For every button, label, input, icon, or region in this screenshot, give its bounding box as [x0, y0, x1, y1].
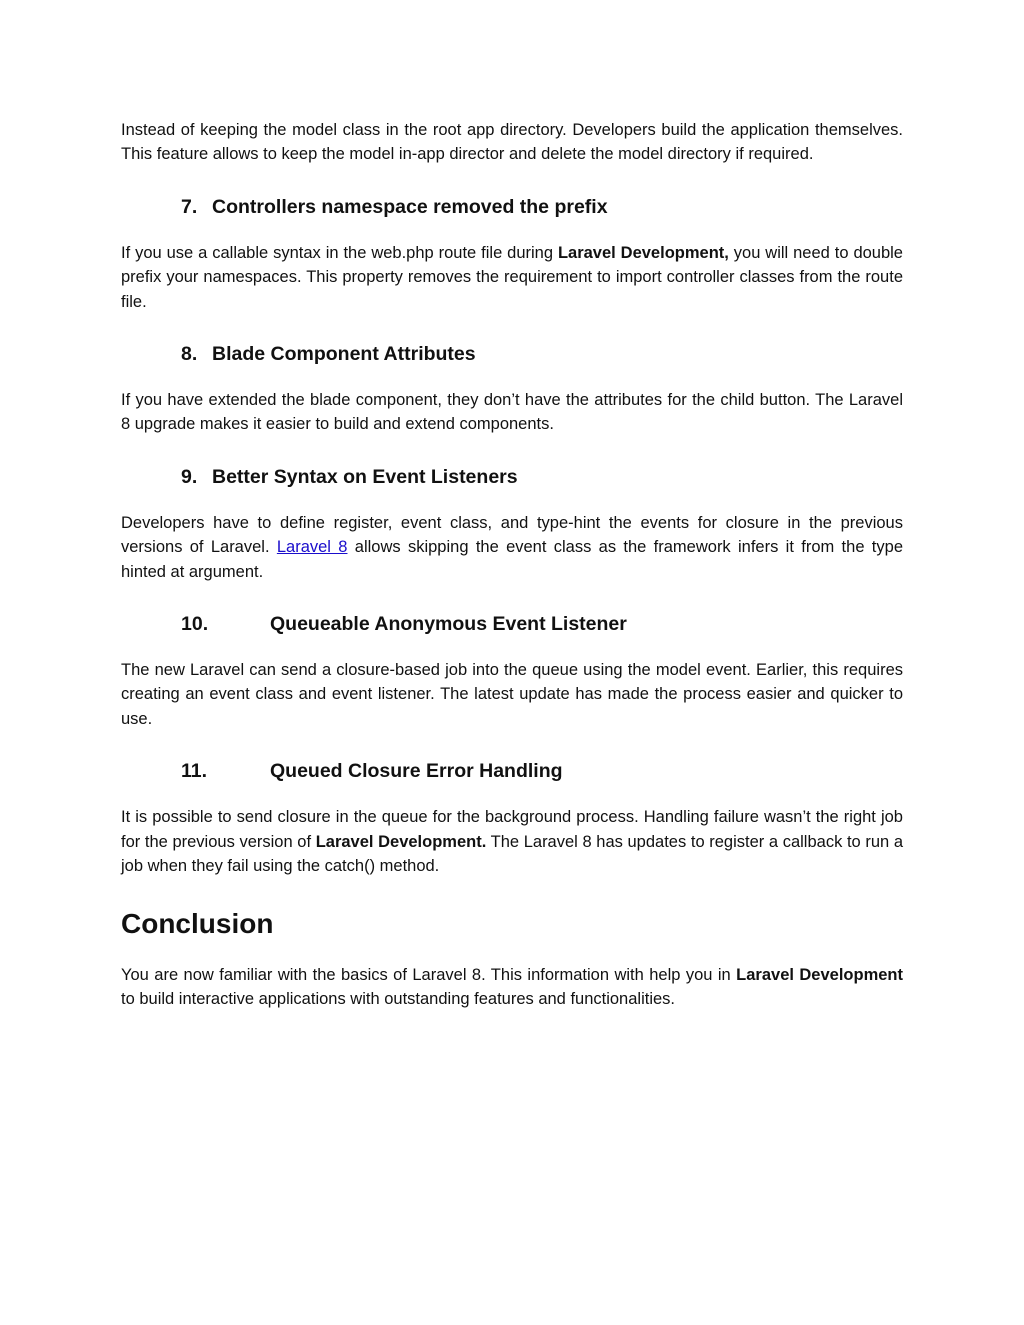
- paragraph-text: you will need to double prefix your namespaces. This property removes the requirement to import controller classes from the route file.: [121, 243, 903, 311]
- heading-number: 8.: [181, 343, 198, 366]
- paragraph-text: If you have extended the blade component, they don’t have the attributes for the child button. The Laravel 8 upgrade makes it easier to build and extend components.: [121, 391, 903, 434]
- bold-term: Laravel Development,: [557, 243, 729, 262]
- paragraph-queueable-listener: [121, 658, 903, 731]
- heading-title: Queued Closure Error Handling: [270, 760, 563, 783]
- paragraph-text: The new Laravel can send a closure-based job into the queue using the model event. Earlier, this requires creating an event class and event listener. The latest update has made the process easier and quicker to use.: [121, 661, 903, 728]
- paragraph-model-directory: [121, 118, 903, 167]
- paragraph-blade-component: [121, 388, 903, 437]
- paragraph-text: It is possible to send closure in the queue for the background process. Handling failure wasn’t the right job for the previous version of: [121, 808, 903, 851]
- paragraph-text: to build interactive applications with outstanding features and functionalities.: [121, 989, 676, 1008]
- heading-controllers-namespace: [121, 193, 903, 221]
- heading-title: Blade Component Attributes: [212, 343, 476, 366]
- bold-term: Laravel Development.: [315, 832, 487, 851]
- heading-title: Better Syntax on Event Listeners: [212, 465, 518, 488]
- conclusion-heading: Conclusion: [121, 907, 274, 939]
- paragraph-text: allows skipping the event class as the framework infers it from the type hinted at argument.: [121, 538, 903, 581]
- paragraph-queued-closure: [121, 805, 903, 878]
- heading-event-listeners: [121, 463, 903, 491]
- laravel-8-link[interactable]: Laravel 8: [276, 538, 348, 557]
- heading-number: 7.: [181, 195, 198, 218]
- heading-title: Controllers namespace removed the prefix: [212, 195, 608, 218]
- paragraph-text: Developers have to define register, event class, and type-hint the events for closure in the previous versions of Laravel.: [121, 513, 903, 557]
- heading-queueable-listener: [121, 610, 903, 638]
- document-page: [121, 118, 903, 1011]
- heading-queued-closure: [121, 757, 903, 785]
- heading-blade-component: [121, 340, 903, 368]
- heading-number: 11.: [181, 760, 208, 783]
- paragraph-text: Instead of keeping the model class in the root app directory. Developers build the application themselves. This feature allows to keep the model in-app director and delete the model directory if required.: [121, 121, 903, 164]
- paragraph-text: The Laravel 8 has updates to register a callback to run a job when they fail using the catch() method.: [121, 832, 904, 876]
- paragraph-event-listeners: [121, 511, 903, 584]
- heading-number: 9.: [181, 465, 198, 488]
- heading-number: 10.: [181, 613, 209, 636]
- bold-term: Laravel Development: [736, 965, 903, 984]
- paragraph-controllers-namespace: [121, 241, 903, 314]
- paragraph-text: If you use a callable syntax in the web.php route file during: [121, 243, 558, 262]
- heading-title: Queueable Anonymous Event Listener: [270, 613, 627, 636]
- paragraph-text: You are now familiar with the basics of Laravel 8. This information with help you in: [121, 965, 737, 984]
- paragraph-conclusion: [121, 963, 903, 1012]
